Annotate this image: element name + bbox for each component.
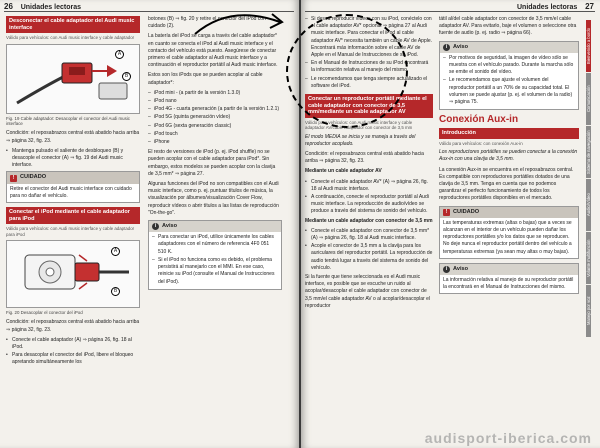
right-running-head bbox=[517, 2, 594, 11]
note-title: Aviso bbox=[453, 265, 469, 272]
note-item: – Le recomendamos que ajuste el volumen del reproductor portátil a un 70% de su capacidad total. El volumen se puede ajustar (p. ej. el volumen de la radio) ⇒ página 75. bbox=[449, 77, 575, 106]
note-item: – Si desea reproducir vídeos con su iPod, conéctelo con el cable adaptador AV* opcional ⇒ página 27 al Audi music interface. Para conectar el iPod al cable adaptador AV* necesita también un cable AV de Apple. Encontrará más información sobre el cable AV de Apple en el Manual de Instrucciones de su iPod. bbox=[311, 16, 433, 59]
paragraph: La conexión Aux-in se encuentra en el reposabrazos central. Es compatible con reproductores portátiles dotados de una clavija de 3,5 mm. Tenga en cuenta que no podemos garantizar el perfecto funcionamiento de todos los reproductores portátiles disponibles en el mercado. bbox=[439, 166, 574, 202]
info-icon: i bbox=[443, 44, 450, 51]
intro-text: Los reproductores portátiles se pueden conectar a la conexión Aux-in con una clavija de 3,5 mm. bbox=[439, 149, 578, 163]
step-item: • A continuación, conecte el reproductor portátil al Audi music interface. La reproducción de audio/vídeo se produce a través del sistema de sonido del vehículo. bbox=[311, 194, 433, 216]
paragraph: Estos son los iPods que se pueden acoplar al cable adaptador*: bbox=[148, 72, 263, 86]
note-header bbox=[440, 42, 578, 53]
caution-box bbox=[439, 206, 579, 259]
figure-19 bbox=[6, 44, 140, 114]
figure-20-callout-b: B bbox=[111, 287, 120, 296]
ipod-item: – iPod 4G - cuarta generación (a partir de la versión 1.2.1) bbox=[154, 106, 282, 113]
chapter-tab[interactable]: Comunicación bbox=[586, 73, 591, 125]
ipod-item: – iPhone bbox=[154, 139, 282, 146]
note-item: – Por motivos de seguridad, la imagen de vídeo sólo se muestra con el vehículo parado. Durante la marcha sólo se emite el sonido del vídeo. bbox=[449, 55, 575, 77]
caution-body: Retire el conector del Audi music interface con cuidado para no dañar el vehículo. bbox=[10, 185, 132, 199]
paragraph: tátil al/del cable adaptador con conector de 3,5 mm/el cable adaptador AV. Para evitarlo, baje el volumen o seleccione otra fuente de audio (p. ej. radio ⇒ página 66). bbox=[439, 16, 577, 37]
note-body: La información relativa al manejo de su reproductor portátil la encontrará en el Manual de Instrucciones del mismo. bbox=[443, 277, 574, 291]
section-title-intro: Introducción bbox=[439, 128, 579, 139]
info-icon: i bbox=[443, 266, 450, 273]
av-step-list bbox=[305, 179, 433, 216]
paragraph: botones (B) ⇒ fig. 20 y retire el conector del iPod con cuidado (2). bbox=[148, 16, 266, 30]
chapter-tab[interactable]: Volante multifunción bbox=[586, 232, 591, 284]
note-box-2 bbox=[439, 263, 579, 295]
right-running-title: Unidades lectoras bbox=[517, 4, 578, 11]
caution-header bbox=[7, 172, 139, 183]
chapter-title-aux-in: Conexión Aux-in bbox=[439, 114, 519, 126]
continued-note-list bbox=[305, 16, 433, 90]
left-running-head bbox=[4, 2, 81, 11]
note-item: – En el Manual de Instrucciones de su iPod encontrará la información relativa al manejo del mismo. bbox=[311, 60, 433, 74]
figure-20 bbox=[6, 240, 140, 308]
section-validity-note: Válido para vehículos: con Audi music interface y cable adaptador AV/cable adaptador con conector de 3,5 mm bbox=[305, 119, 413, 131]
condition-text: Condición: el reposabrazos central está abatido hacia arriba ⇒ página 32, fig. 23. bbox=[6, 319, 140, 333]
note-box bbox=[148, 220, 282, 290]
ipod-item: – iPod 5G (quinta generación vídeo) bbox=[154, 114, 282, 121]
chapter-tabs bbox=[586, 20, 600, 338]
section-validity-note: Válido para vehículos: con conexión Aux-in bbox=[439, 140, 523, 146]
note-title: Aviso bbox=[162, 223, 178, 230]
note-item: – Para conectar un iPod, utilice únicamente los cables adaptadores con el número de referencia 4F0 051 510 K. bbox=[158, 234, 278, 256]
ipod-item: – iPod touch bbox=[154, 131, 282, 138]
section-validity-note: Válido para vehículos: con Audi music interface y cable adaptador para iPod bbox=[6, 226, 135, 237]
note-header bbox=[440, 264, 578, 275]
paragraph: Algunas funciones del iPod no son compatibles con el Audi music interface, como p. ej. puntuar títulos de música, la visualización por álbumes/visualización Cover Flow, reproducir vídeos o abrir títulos a las listas de reproducción "On-the-go". bbox=[148, 181, 279, 216]
step-item: • Mantenga pulsado el saliente de desbloqueo (B) y desacople el conector (A) ⇒ fig. 19 del Audi music interface. bbox=[12, 148, 140, 170]
left-running-title: Unidades lectoras bbox=[20, 4, 81, 11]
chapter-tab[interactable]: Sistema de navegación bbox=[586, 126, 591, 178]
note-header bbox=[149, 221, 281, 232]
hand-drawn-arrow bbox=[190, 4, 290, 44]
step-item: • Para desacoplar el conector del iPod, libere el bloqueo apretando simultáneamente los bbox=[12, 352, 140, 366]
left-column-1 bbox=[6, 16, 140, 369]
paragraph: El resto de versiones de iPod (p. ej. iPod shuffle) no se pueden acoplar con el cable adaptador para iPod*. Sin embargo, estos modelos se pueden acoplar con la clavija de 3,5 mm* ⇒ página 27. bbox=[148, 149, 276, 177]
note-title: Aviso bbox=[453, 43, 469, 50]
ipod-item: – iPod 6G (sexta generación classic) bbox=[154, 123, 282, 130]
note-item: – Le recomendamos que tenga siempre actualizado el software del iPod. bbox=[311, 76, 433, 90]
caution-icon: ! bbox=[443, 209, 450, 216]
left-page-number: 26 bbox=[4, 2, 13, 11]
right-header-rule bbox=[305, 11, 595, 12]
note-list bbox=[152, 234, 278, 285]
section-title-connect-ipod: Conectar el iPod mediante el cable adaptador para iPod bbox=[6, 207, 140, 224]
section-title-3-5mm: Conectar un reproductor portátil mediante el cable adaptador con conector de 3,5 mm/mediante un cable adaptador AV bbox=[305, 94, 433, 118]
section-validity-note: Válido para vehículos: con Audi music interface y cable adaptador bbox=[6, 35, 135, 41]
step-list-1 bbox=[6, 148, 140, 170]
figure-20-callout-a: A bbox=[111, 247, 120, 256]
note-body bbox=[149, 232, 281, 288]
figure-20-caption: Fig. 20 Desacoplar el conector del iPod bbox=[6, 310, 83, 316]
caution-icon: ! bbox=[10, 175, 17, 182]
section-title-disconnect: Desconectar el cable adaptador del Audi music interface bbox=[6, 16, 140, 33]
caution-body: Las temperaturas extremas (altas o bajas) que a veces se alcanzan en el interior de un vehículo pueden dañar los reproductores portátiles y/o los datos que se reproducen. No deje nunca el reproductor portátil dentro del vehículo a temperaturas extremas (ya sean muy altas o muy bajas). bbox=[443, 219, 572, 255]
watermark: audisport-iberica.com bbox=[424, 430, 592, 446]
condition-text: Condición: el reposabrazos central está abatido hacia arriba ⇒ página 32, fig. 23. bbox=[305, 151, 424, 165]
figure-19-callout-a: A bbox=[115, 50, 124, 59]
step-list-2 bbox=[6, 337, 140, 367]
right-column-1 bbox=[305, 16, 433, 313]
step-item: • Conecte el cable adaptador (A) ⇒ página 26, fig. 18 al iPod. bbox=[12, 337, 140, 351]
chapter-tab[interactable]: Audio/Vídeo bbox=[586, 179, 591, 231]
intro-text: El modo MEDIA se inicia y se maneja a través del reproductor acoplado. bbox=[305, 133, 416, 147]
mm-step-list bbox=[305, 228, 433, 272]
condition-text: Condición: el reposabrazos central está abatido hacia arriba ⇒ página 32, fig. 23. bbox=[6, 130, 140, 144]
caution-header bbox=[440, 207, 578, 218]
note-body bbox=[440, 53, 578, 109]
caution-title: CUIDADO bbox=[453, 208, 480, 215]
figure-19-caption: Fig. 19 Cable adaptador: Desacoplar el conector del Audi music interface bbox=[6, 115, 130, 126]
ipod-item: – iPod mini - (a partir de la versión 1.3.0) bbox=[154, 90, 282, 97]
step-item: • Acople el conector de 3,5 mm a la clavija para los auriculares del reproductor portátil. La reproducción de audio tendrá lugar a través del sistema de sonido del vehículo. bbox=[311, 243, 433, 272]
note-item: – Si el iPod no funciona como es debido, el problema persistirá al manejarlo con el MMI. En ese caso, reinicie su iPod (consulte el Manual de Instrucciones del iPod). bbox=[158, 257, 278, 286]
left-column-2 bbox=[148, 16, 282, 294]
left-page bbox=[0, 0, 299, 448]
info-icon: i bbox=[152, 223, 159, 230]
note-list bbox=[443, 55, 575, 106]
subheading-av: Mediante un cable adaptador AV bbox=[305, 168, 382, 175]
right-column-2 bbox=[439, 16, 579, 298]
subheading-3-5mm: Mediante un cable adaptador con conector de 3,5 mm bbox=[305, 217, 433, 224]
right-page bbox=[301, 0, 600, 448]
ipod-compat-list bbox=[148, 90, 282, 146]
caution-title: CUIDADO bbox=[20, 174, 47, 181]
chapter-tab[interactable]: Manejo por voz bbox=[586, 285, 591, 337]
caution-box bbox=[6, 171, 140, 203]
step-item: • Conecte el cable adaptador AV* (A) ⇒ página 26, fig. 18 al Audi music interface. bbox=[311, 179, 433, 193]
paragraph: La batería del iPod se carga a través del cable adaptador* en cuanto se conecta el iPod al Audi music interface y el contacto del vehículo está puesto. Asegúrese de conectar primero el cable adaptador al Audi music interface y a continuación el reproductor portátil al Audi music interface. bbox=[148, 33, 278, 69]
note-box bbox=[439, 41, 579, 111]
ipod-item: – iPod nano bbox=[154, 98, 282, 105]
chapter-tab[interactable]: Bienvenido a bordo bbox=[586, 20, 591, 72]
paragraph: Si la fuente que tiene seleccionada es el Audi music interface, es posible que se escuche un ruido al acoplar/desacoplar el cable adaptador con conector de 3,5 mm/el cable adaptador AV o al acoplar/desacoplar el reproductor bbox=[305, 274, 430, 309]
right-page-number: 27 bbox=[585, 2, 594, 11]
step-item: • Conecte el cable adaptador con conector de 3,5 mm* (A) ⇒ página 26, fig. 18 al Audi music interface. bbox=[311, 228, 433, 242]
figure-19-callout-b: B bbox=[122, 72, 131, 81]
